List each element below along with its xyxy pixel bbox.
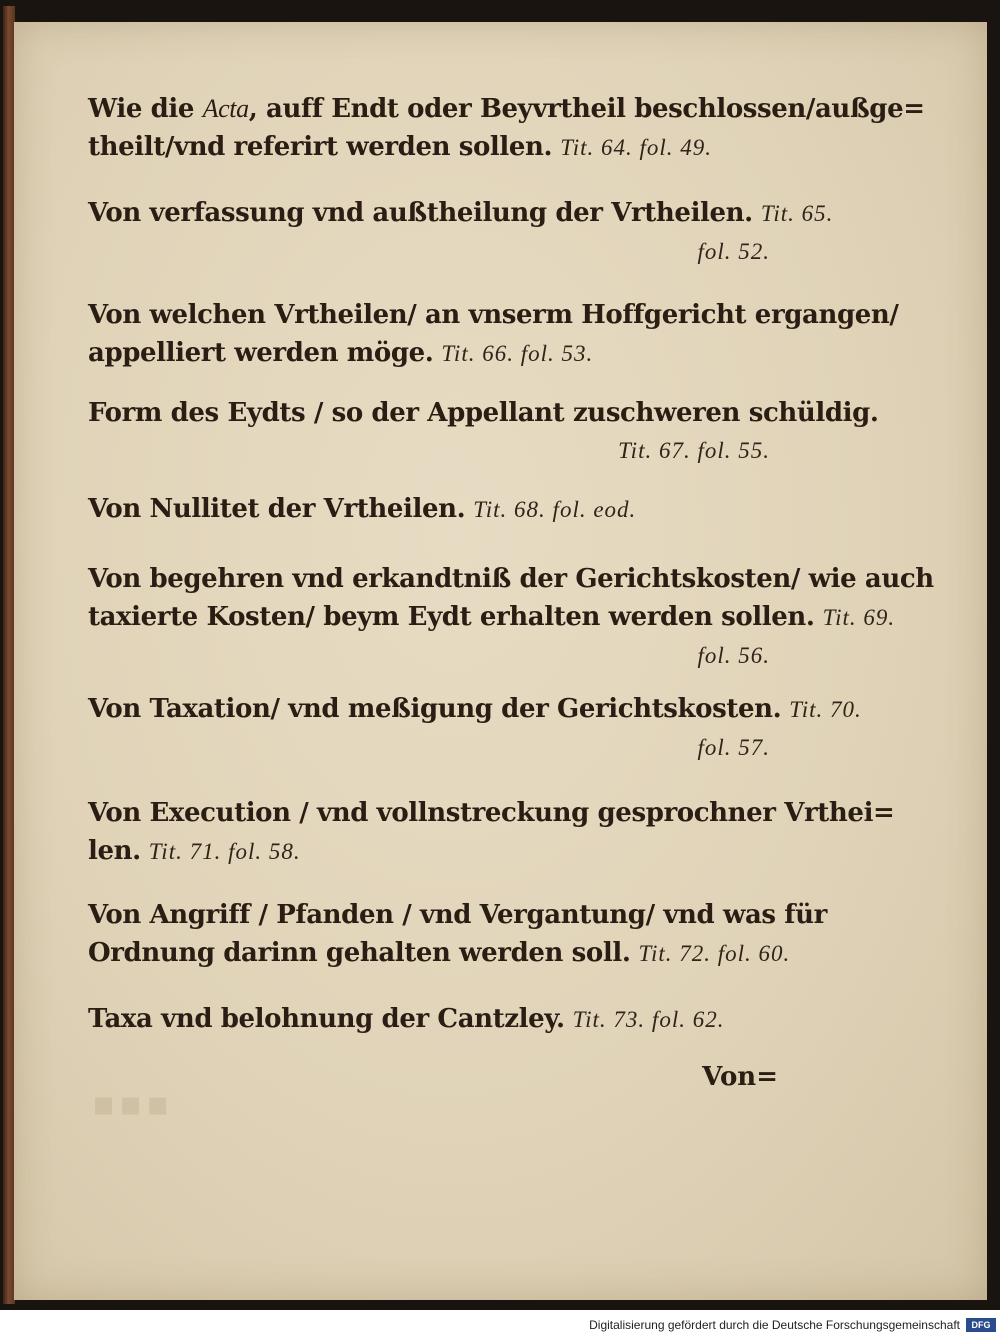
digitization-footer — [0, 1312, 1000, 1337]
entry-line-2 — [88, 934, 791, 973]
folio-reference: fol. 56. — [697, 643, 770, 668]
entry-line-1 — [88, 394, 879, 432]
entry-line-2 — [88, 832, 778, 871]
entry-text: Von verfassung vnd außtheilung der Vrtheilen. — [88, 198, 753, 228]
entry-line-1 — [88, 194, 834, 233]
entry-line-1 — [88, 490, 778, 529]
folio-reference: fol. 52. — [697, 239, 770, 264]
entry-text: Von welchen Vrtheilen/ an vnserm Hoffgericht ergangen/ — [88, 300, 899, 330]
title-reference: Tit. 65. — [760, 201, 834, 226]
entry-line-1 — [88, 896, 827, 934]
title-folio-reference: Tit. 64. fol. 49. — [560, 135, 713, 160]
show-through-smudge: ▪▪▪ — [92, 1084, 174, 1124]
title-folio-reference: Tit. 66. fol. 53. — [441, 341, 594, 366]
entry-line-1 — [88, 560, 934, 598]
toc-entry-71 — [88, 794, 895, 871]
toc-entry-64 — [88, 90, 925, 167]
entry-line-2 — [88, 598, 896, 637]
entry-text: taxierte Kosten/ beym Eydt erhalten werden sollen. — [88, 602, 815, 632]
title-folio-reference: Tit. 72. fol. 60. — [638, 941, 791, 966]
catchword: Von= — [702, 1062, 778, 1092]
title-reference: Tit. 69. — [822, 605, 896, 630]
toc-entry-72 — [88, 896, 827, 973]
toc-entry-66 — [88, 296, 899, 373]
toc-entry-67 — [88, 394, 879, 470]
entry-text: theilt/vnd referirt werden sollen. — [88, 132, 553, 162]
toc-entry-68 — [88, 490, 778, 529]
entry-line-1 — [88, 690, 862, 729]
entry-text: Von Nullitet der Vrtheilen. — [88, 494, 466, 524]
entry-text: Von Execution / vnd vollnstreckung gesprochner Vrthei= — [88, 798, 895, 828]
entry-text: Form des Eydts / so der Appellant zuschweren schüldig. — [88, 398, 879, 428]
title-folio-reference: Tit. 68. fol. eod. — [473, 497, 637, 522]
title-folio-reference: Tit. 67. fol. 55. — [618, 438, 770, 463]
toc-entry-70 — [88, 690, 862, 767]
title-folio-reference: Tit. 71. fol. 58. — [148, 839, 301, 864]
entry-text: Ordnung darinn gehalten werden soll. — [88, 938, 631, 968]
entry-line-1 — [88, 296, 899, 334]
entry-line-2 — [88, 128, 778, 167]
toc-entry-69 — [88, 560, 934, 675]
toc-entry-65 — [88, 194, 834, 271]
funding-notice: Digitalisierung gefördert durch die Deutsche Forschungsgemeinschaft — [589, 1318, 960, 1332]
entry-text: Taxa vnd belohnung der Cantzley. — [88, 1004, 565, 1034]
entry-line-1 — [88, 90, 925, 128]
folio-reference: fol. 57. — [697, 735, 770, 760]
entry-text: appelliert werden möge. — [88, 338, 434, 368]
dfg-logo: DFG — [966, 1318, 996, 1332]
entry-text: , auff Endt oder Beyvrtheil beschlossen/außge= — [248, 94, 925, 124]
title-reference: Tit. 70. — [789, 697, 862, 722]
entry-line-2 — [88, 334, 778, 373]
entry-text: len. — [88, 836, 141, 866]
title-folio-reference: Tit. 73. fol. 62. — [572, 1007, 725, 1032]
entry-text: Von begehren vnd erkandtniß der Gerichtskosten/ wie auch — [88, 564, 934, 594]
entry-line-1 — [88, 794, 895, 832]
entry-text: Von Angriff / Pfanden / vnd Vergantung/ vnd was für — [88, 900, 827, 930]
toc-entry-73 — [88, 1000, 778, 1039]
entry-text-italic: Acta — [202, 94, 249, 123]
entry-text: Wie die — [88, 94, 203, 124]
entry-text: Von Taxation/ vnd meßigung der Gerichtskosten. — [88, 694, 782, 724]
entry-line-1 — [88, 1000, 778, 1039]
